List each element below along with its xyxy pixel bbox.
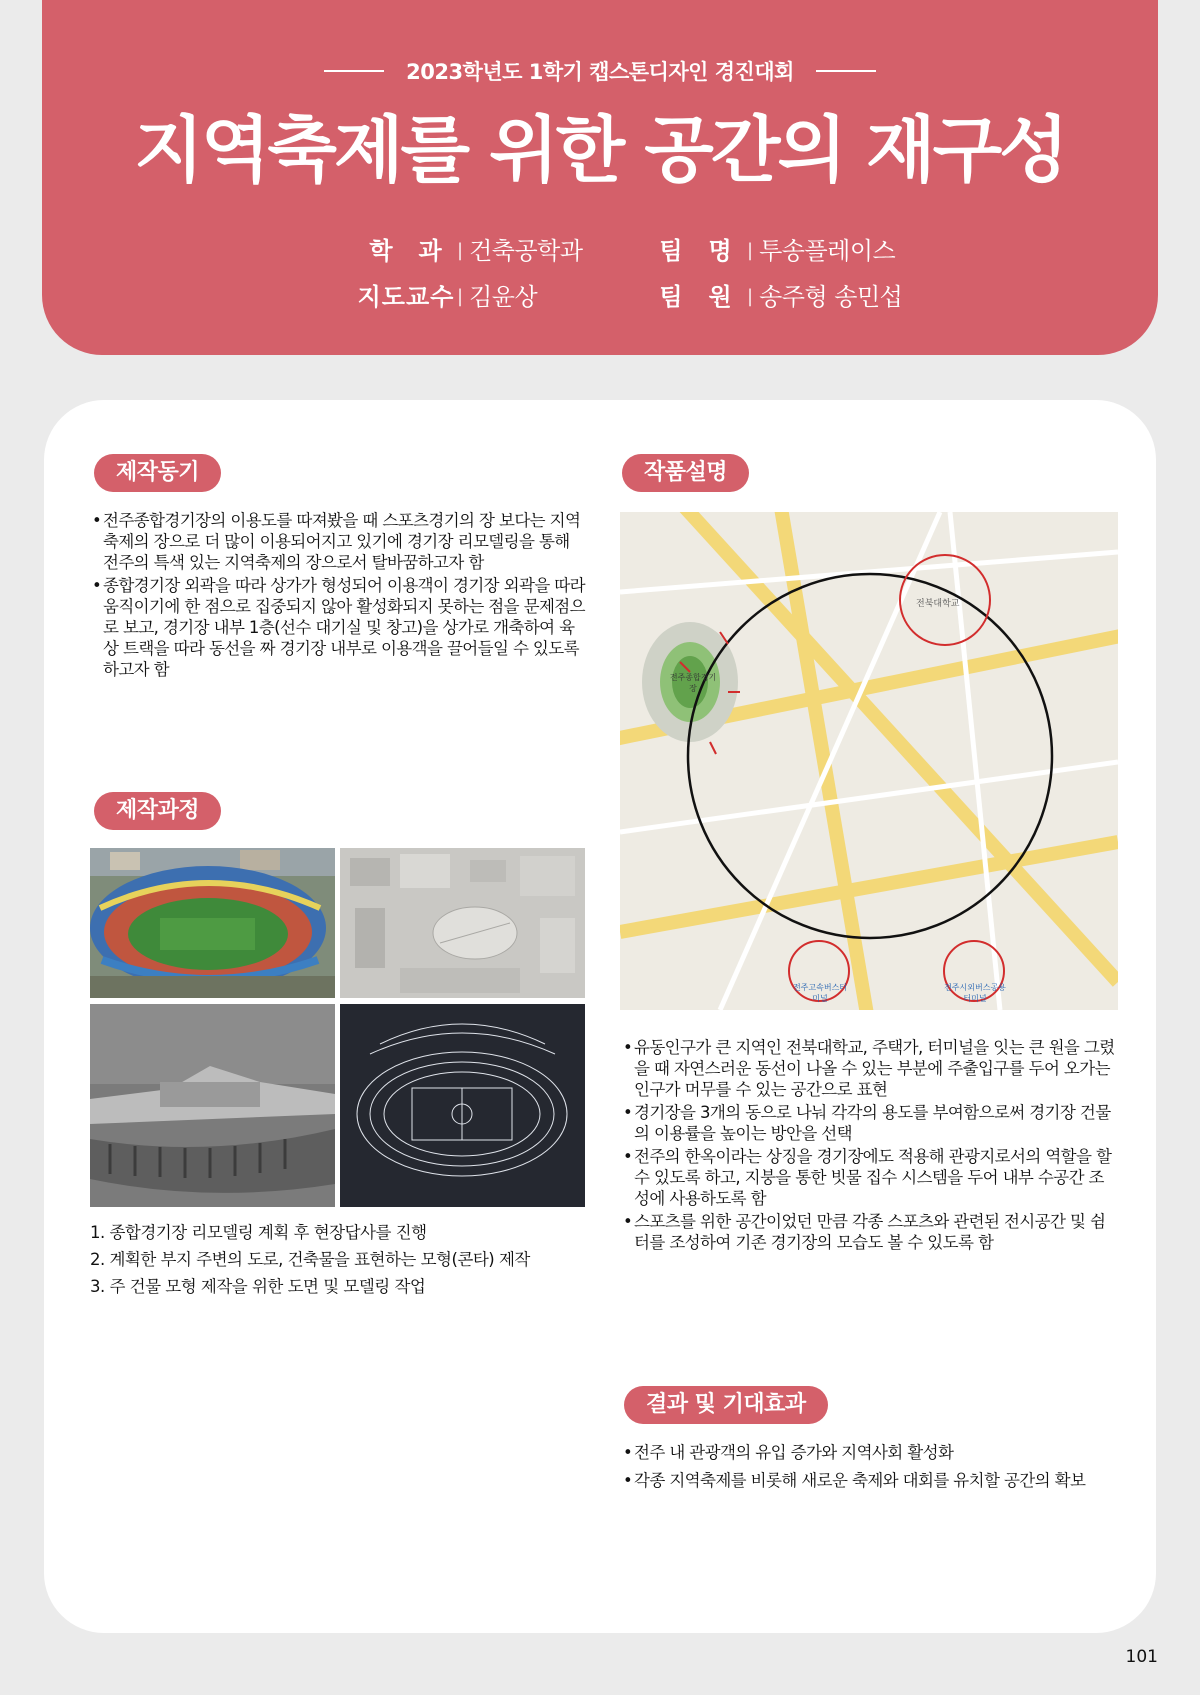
info-label: 학 과 [369,237,443,265]
stadium-rendering-image [90,1004,335,1207]
info-row [357,228,957,274]
contest-rule-left [324,70,384,72]
info-advisor [357,274,647,320]
info-separator: | [457,286,464,307]
contest-rule-right [816,70,876,72]
section-title-results: 결과 및 기대효과 [624,1386,828,1424]
list-item: • 전주 내 관광객의 유입 증가와 지역사회 활성화 [623,1440,1123,1466]
info-label: 팀 원 [659,283,733,311]
info-row [357,274,957,320]
info-separator: | [747,286,754,307]
info-label: 지도교수 [357,283,455,311]
info-value: 김윤상 [469,283,538,311]
map-label-intercity-terminal: 전주시외버스공용터미널 [944,983,1006,1003]
description-list [623,1037,1118,1255]
info-team-name [647,228,937,274]
stadium-aerial-photo [90,848,335,998]
stadium-aerial-image [90,848,335,998]
info-separator: | [747,240,754,261]
motivation-list [92,510,585,682]
list-item: 1. 종합경기장 리모델링 계획 후 현장답사를 진행 [90,1223,427,1242]
info-separator: | [457,240,464,261]
info-label: 팀 명 [659,237,733,265]
info-value: 송주형 송민섭 [759,283,903,311]
list-item: • 유동인구가 큰 지역인 전북대학교, 주택가, 터미널을 잇는 큰 원을 그렸을 때 자연스러운 동선이 나올 수 있는 부분에 주출입구를 두어 오가는 인구가 머무를 수 있는 공간으로 표현 [623,1037,1118,1100]
info-table [357,228,957,320]
info-department [357,228,647,274]
site-model-image [340,848,585,998]
map-label-university: 전북대학교 [916,599,960,609]
site-model-photo [340,848,585,998]
section-title-description: 작품설명 [622,454,749,492]
list-item: • 전주의 한옥이라는 상징을 경기장에도 적용해 관광지로서의 역할을 할 수 있도록 하고, 지붕을 통한 빗물 집수 시스템을 두어 내부 수공간 조성에 사용하도록 함 [623,1146,1118,1209]
list-item: • 경기장을 3개의 동으로 나눠 각각의 용도를 부여함으로써 경기장 건물의 이용률을 높이는 방안을 선택 [623,1102,1118,1144]
section-title-motivation: 제작동기 [94,454,221,492]
contest-line [42,56,1158,86]
results-list [623,1440,1123,1496]
stadium-rendering [90,1004,335,1207]
info-value: 투송플레이스 [759,237,896,265]
main-title: 지역축제를 위한 공간의 재구성 [134,108,1066,192]
list-item: • 전주종합경기장의 이용도를 따져봤을 때 스포츠경기의 장 보다는 지역축제의 장으로 더 많이 이용되어지고 있기에 경기장 리모델링을 통해 전주의 특색 있는 지역축제의 장으로서 탈바꿈하고자 함 [92,510,585,573]
contest-title: 2023학년도 1학기 캡스톤디자인 경진대회 [406,60,794,84]
page-number: 101 [1125,1647,1158,1667]
list-item: • 각종 지역축제를 비롯해 새로운 축제와 대회를 유치할 공간의 확보 [623,1468,1123,1494]
list-item: • 종합경기장 외곽을 따라 상가가 형성되어 이용객이 경기장 외곽을 따라 움직이기에 한 점으로 집중되지 않아 활성화되지 못하는 점을 문제점으로 보고, 경기장 내부 1층(선수 대기실 및 창고)을 상가로 개축하여 육상 트랙을 따라 동선을 짜 경기장 내부로 이용객을 끌어들일 수 있도록 하고자 함 [92,575,585,680]
map-label-stadium: 전주종합경기장 [669,673,717,693]
header-banner [42,0,1158,355]
process-steps [90,1219,590,1300]
info-team-members [647,274,937,320]
list-item: 2. 계획한 부지 주변의 도로, 건축물을 표현하는 모형(콘타) 제작 [90,1250,530,1269]
info-value: 건축공학과 [469,237,583,265]
map-label-express-terminal: 전주고속버스터미널 [792,983,848,1003]
site-map-image [620,512,1118,1010]
cad-drawing-image [340,1004,585,1207]
section-title-process: 제작과정 [94,792,221,830]
stadium-cad-drawing [340,1004,585,1207]
site-map [620,512,1118,1010]
list-item: • 스포츠를 위한 공간이었던 만큼 각종 스포츠와 관련된 전시공간 및 쉼터를 조성하여 기존 경기장의 모습도 볼 수 있도록 함 [623,1211,1118,1253]
list-item: 3. 주 건물 모형 제작을 위한 도면 및 모델링 작업 [90,1277,426,1296]
